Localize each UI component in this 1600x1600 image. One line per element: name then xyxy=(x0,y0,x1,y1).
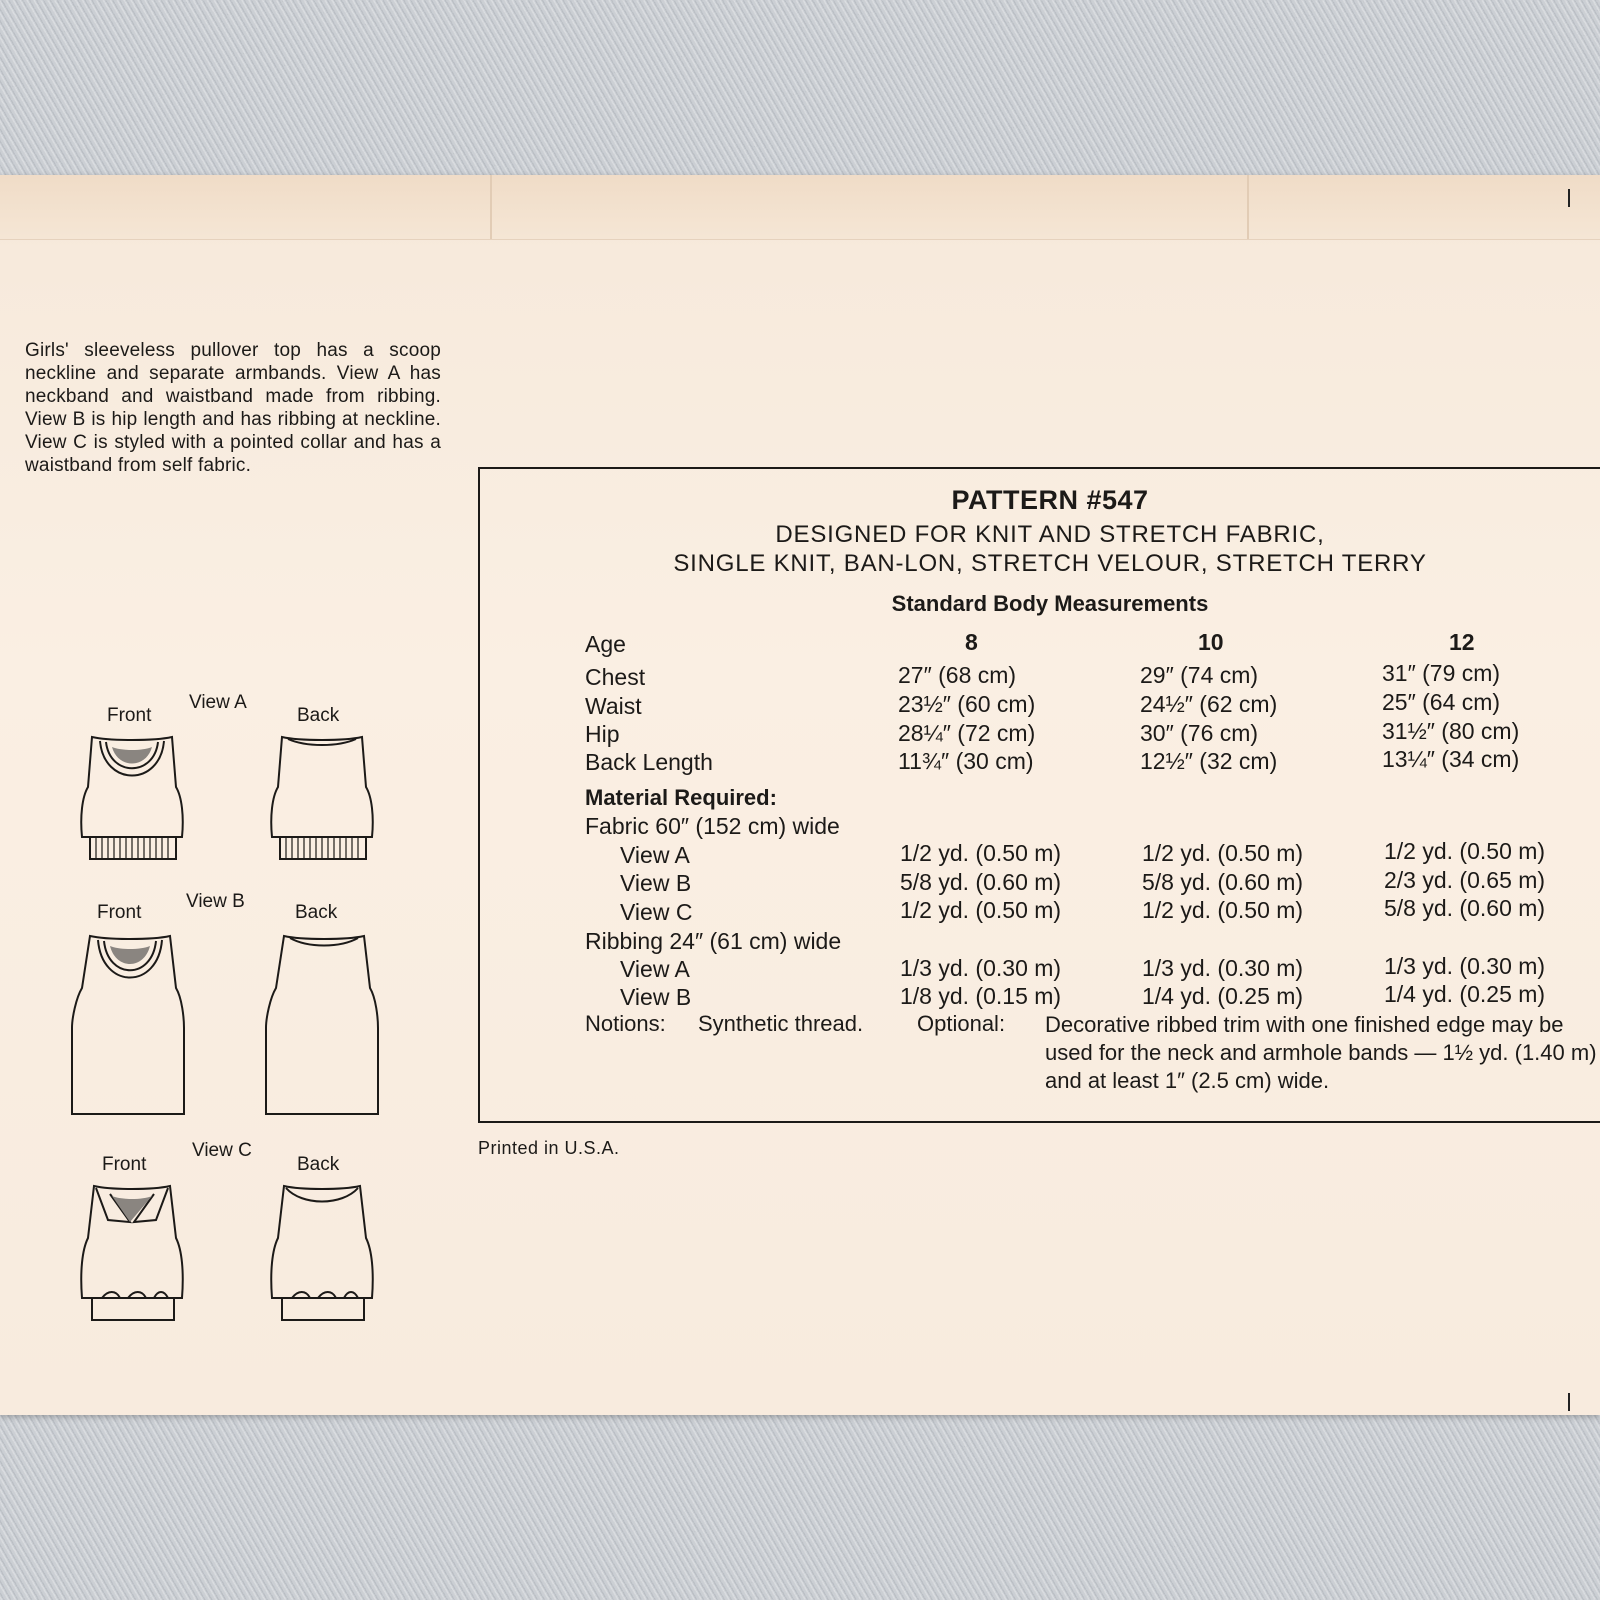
view-c-back-label: Back xyxy=(297,1154,340,1175)
view-a-back-label: Back xyxy=(297,705,340,726)
waist-label: Waist xyxy=(585,693,642,719)
fabric-view-a-label: View A xyxy=(620,842,690,868)
view-b-back-sketch xyxy=(262,928,386,1118)
fabric-width-label: Fabric 60″ (152 cm) wide xyxy=(585,813,840,839)
measurement-cell: 30″ (76 cm) xyxy=(1140,720,1259,746)
measurement-cell: 29″ (74 cm) xyxy=(1140,662,1259,688)
view-c-back-sketch xyxy=(262,1176,382,1336)
ribbing-view-b-label: View B xyxy=(620,984,692,1010)
yardage-cell: 2/3 yd. (0.65 m) xyxy=(1384,867,1546,893)
pattern-description: Girls' sleeveless pullover top has a scoop neckline and separate armbands. View A has neckband and waistband made from ribbing. View B is hip length and has ribbing at neckline. View C is styled with a pointed collar and has a waistband from self fabric. xyxy=(25,340,441,476)
view-b-back-label: Back xyxy=(295,902,338,923)
yardage-cell: 1/4 yd. (0.25 m) xyxy=(1142,983,1304,1009)
yardage-cell: 5/8 yd. (0.60 m) xyxy=(900,869,1062,895)
yardage-cell: 1/8 yd. (0.15 m) xyxy=(900,983,1062,1009)
flap-seam xyxy=(490,175,492,239)
yardage-cell: 1/2 yd. (0.50 m) xyxy=(900,897,1062,923)
pattern-info-box xyxy=(478,467,1600,1123)
yardage-cell: 1/4 yd. (0.25 m) xyxy=(1384,981,1546,1007)
measurement-cell: 27″ (68 cm) xyxy=(898,662,1017,688)
envelope-flap xyxy=(0,175,1600,240)
view-c-front-sketch xyxy=(72,1176,192,1336)
yardage-cell: 1/2 yd. (0.50 m) xyxy=(1142,897,1304,923)
view-b-front-label: Front xyxy=(97,902,142,923)
fabric-subtitle-line-1: DESIGNED FOR KNIT AND STRETCH FABRIC, xyxy=(775,521,1325,548)
measurement-cell: 31″ (79 cm) xyxy=(1382,660,1501,686)
view-c-front-label: Front xyxy=(102,1154,147,1175)
measurement-cell: 23½″ (60 cm) xyxy=(898,691,1036,717)
age-12: 12 xyxy=(1449,629,1475,655)
edge-mark xyxy=(1568,1393,1570,1411)
material-heading: Material Required: xyxy=(585,785,777,810)
yardage-cell: 1/2 yd. (0.50 m) xyxy=(1142,840,1304,866)
yardage-cell: 5/8 yd. (0.60 m) xyxy=(1384,895,1546,921)
back-length-label: Back Length xyxy=(585,749,713,775)
view-a-back-sketch xyxy=(262,727,382,877)
yardage-cell: 1/3 yd. (0.30 m) xyxy=(1384,953,1546,979)
printed-in-footer: Printed in U.S.A. xyxy=(478,1138,620,1158)
measurement-cell: 13¼″ (34 cm) xyxy=(1382,746,1520,772)
measurement-cell: 25″ (64 cm) xyxy=(1382,689,1501,715)
edge-mark xyxy=(1568,189,1570,207)
measurement-cell: 24½″ (62 cm) xyxy=(1140,691,1278,717)
view-a-front-label: Front xyxy=(107,705,152,726)
hip-label: Hip xyxy=(585,721,620,747)
yardage-cell: 1/3 yd. (0.30 m) xyxy=(1142,955,1304,981)
notions-optional-label: Optional: xyxy=(917,1011,1006,1036)
notions-optional-text: Decorative ribbed trim with one finished edge may be used for the neck and armhole bands — 1½ yd. (1.40 m) and at least 1″ (2.5 cm) wide. xyxy=(1045,1012,1597,1093)
ribbing-width-label: Ribbing 24″ (61 cm) wide xyxy=(585,928,842,954)
notions-thread: Synthetic thread. xyxy=(698,1011,864,1036)
view-a-label: View A xyxy=(189,692,247,713)
ribbing-view-a-label: View A xyxy=(620,956,690,982)
view-b-label: View B xyxy=(186,891,245,912)
yardage-cell: 5/8 yd. (0.60 m) xyxy=(1142,869,1304,895)
measurement-cell: 12½″ (32 cm) xyxy=(1140,748,1278,774)
yardage-cell: 1/2 yd. (0.50 m) xyxy=(900,840,1062,866)
measurement-cell: 28¼″ (72 cm) xyxy=(898,720,1036,746)
view-b-front-sketch xyxy=(68,928,192,1118)
fabric-view-b-label: View B xyxy=(620,870,692,896)
measurement-cell: 31½″ (80 cm) xyxy=(1382,718,1520,744)
view-a-front-sketch xyxy=(72,727,192,877)
fabric-view-c-label: View C xyxy=(620,899,693,925)
age-10: 10 xyxy=(1198,629,1224,655)
yardage-cell: 1/3 yd. (0.30 m) xyxy=(900,955,1062,981)
measurements-heading: Standard Body Measurements xyxy=(891,591,1209,616)
notions-label: Notions: xyxy=(585,1011,666,1036)
yardage-cell: 1/2 yd. (0.50 m) xyxy=(1384,838,1546,864)
age-label: Age xyxy=(585,631,626,657)
chest-label: Chest xyxy=(585,664,646,690)
view-c-label: View C xyxy=(192,1140,252,1161)
fabric-subtitle-line-2: SINGLE KNIT, BAN-LON, STRETCH VELOUR, STRETCH TERRY xyxy=(673,550,1427,577)
flap-seam xyxy=(1247,175,1249,239)
pattern-title: PATTERN #547 xyxy=(951,485,1149,515)
measurement-cell: 11¾″ (30 cm) xyxy=(898,748,1034,774)
age-8: 8 xyxy=(965,629,978,655)
